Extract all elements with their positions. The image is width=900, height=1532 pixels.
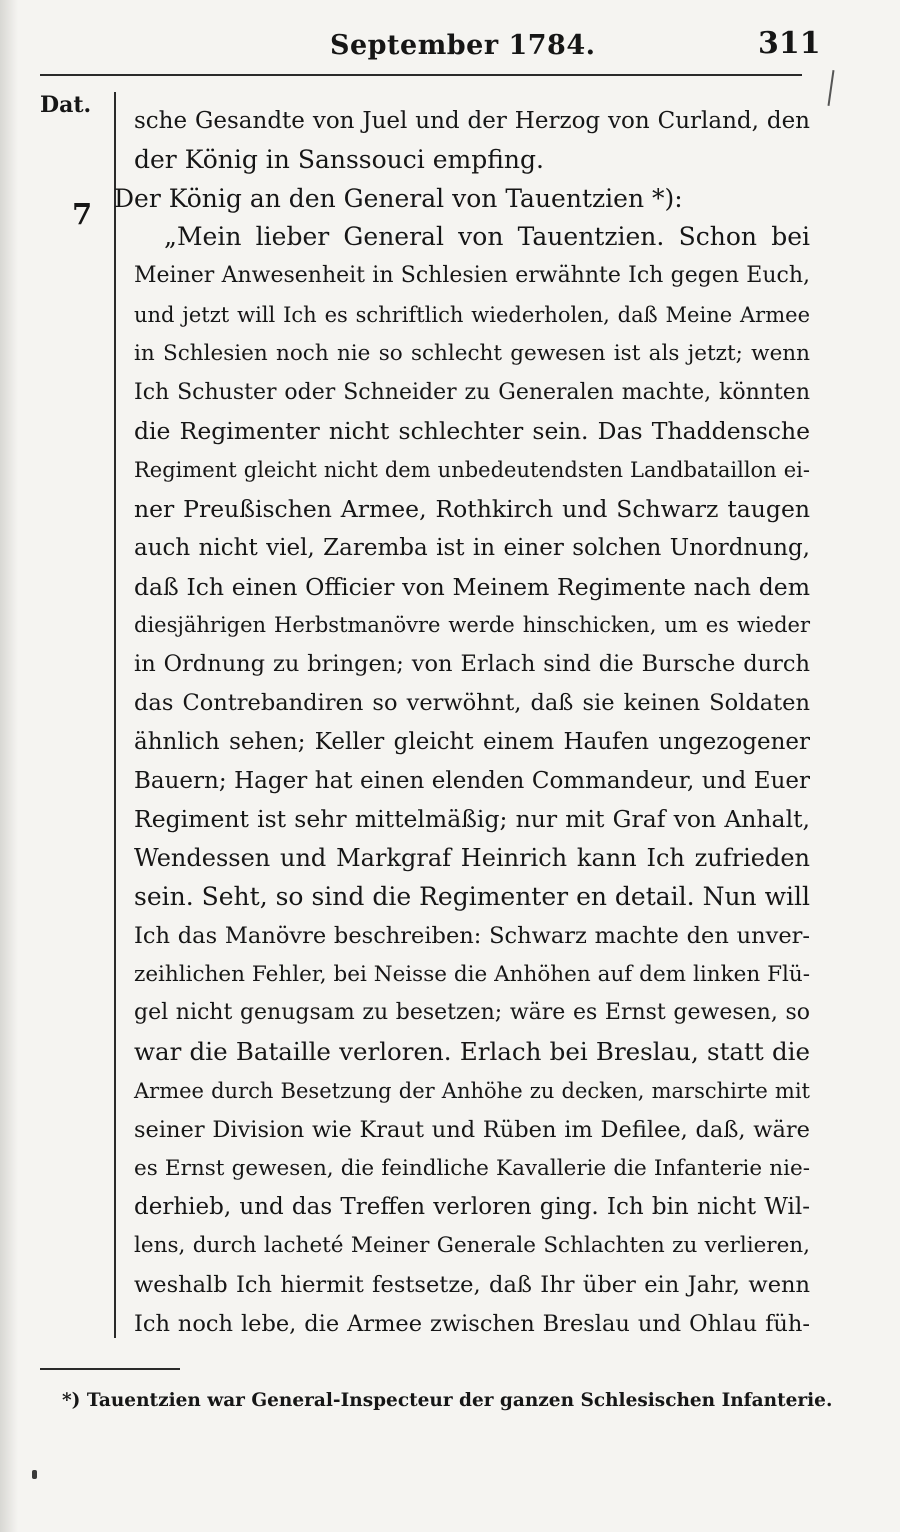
text-line: ner Preußischen Armee, Rothkirch und Schwarz taugen — [134, 494, 810, 523]
text-line: es Ernst gewesen, die feindliche Kavallerie die Infanterie nie- — [134, 1155, 810, 1181]
text-line: derhieb, und das Treffen verloren ging. Ich bin nicht Wil- — [134, 1194, 810, 1221]
page-gutter-shadow — [0, 0, 18, 1532]
text-line: Wendessen und Markgraf Heinrich kann Ich zufrieden — [134, 844, 810, 873]
text-line: Regiment ist sehr mittelmäßig; nur mit Graf von Anhalt, — [134, 805, 810, 834]
text-line: und jetzt will Ich es schriftlich wiederholen, daß Meine Armee — [134, 302, 810, 327]
text-line: Ich Schuster oder Schneider zu Generalen machte, könnten — [134, 379, 810, 405]
text-line: zeihlichen Fehler, bei Neisse die Anhöhen auf dem linken Flü- — [134, 961, 810, 987]
text-line: gel nicht genugsam zu besetzen; wäre es Ernst gewesen, so — [134, 1000, 810, 1026]
text-line: sche Gesandte von Juel und der Herzog von Curland, den — [134, 108, 810, 134]
text-line: Ich noch lebe, die Armee zwischen Breslau und Ohlau füh- — [134, 1310, 810, 1337]
text-line: der König in Sanssouci empfing. — [134, 144, 544, 174]
text-line: daß Ich einen Officier von Meinem Regimente nach dem — [134, 572, 810, 601]
text-line: seiner Division wie Kraut und Rüben im Defilee, daß, wäre — [134, 1116, 810, 1143]
text-line: Armee durch Besetzung der Anhöhe zu decken, marschirte mit — [134, 1078, 810, 1103]
running-title: September 1784. — [330, 30, 596, 61]
text-line: weshalb Ich hiermit festsetze, daß Ihr über ein Jahr, wenn — [134, 1271, 810, 1298]
date-marker: 7 — [72, 197, 93, 231]
text-line: auch nicht viel, Zaremba ist in einer solchen Unordnung, — [134, 534, 810, 561]
body-text — [114, 102, 810, 1344]
text-line: in Schlesien noch nie so schlecht gewesen ist als jetzt; wenn — [134, 340, 810, 366]
text-line: in Ordnung zu bringen; von Erlach sind die Bursche durch — [134, 651, 810, 678]
text-line: sein. Seht, so sind die Regimenter en detail. Nun will — [134, 881, 810, 911]
text-line: Ich das Manövre beschreiben: Schwarz machte den unver- — [134, 922, 810, 949]
ink-speck — [32, 1470, 37, 1479]
text-line: das Contrebandiren so verwöhnt, daß sie keinen Soldaten — [134, 689, 810, 716]
text-line: ähnlich sehen; Keller gleicht einem Haufen ungezogener — [134, 728, 810, 755]
page-number: 311 — [758, 26, 821, 61]
date-column-label: Dat. — [40, 92, 92, 118]
footnote: *) Tauentzien war General-Inspecteur der ganzen Schlesischen Infanterie. — [62, 1390, 833, 1411]
margin-rule — [114, 92, 116, 1338]
text-line: Meiner Anwesenheit in Schlesien erwähnte Ich gegen Euch, — [134, 263, 810, 289]
text-line: „Mein lieber General von Tauentzien. Schon bei — [164, 222, 810, 252]
text-line: Bauern; Hager hat einen elenden Commandeur, und Euer — [134, 767, 810, 794]
footnote-rule — [40, 1368, 180, 1370]
text-line: die Regimenter nicht schlechter sein. Das Thaddensche — [134, 417, 810, 446]
margin-pen-mark — [828, 70, 835, 106]
text-line: Der König an den General von Tauentzien *): — [114, 183, 683, 213]
text-line: diesjährigen Herbstmanövre werde hinschicken, um es wieder — [134, 613, 810, 638]
text-line: Regiment gleicht nicht dem unbedeutendsten Landbataillon ei- — [134, 458, 810, 483]
text-line: war die Bataille verloren. Erlach bei Breslau, statt die — [134, 1037, 810, 1067]
text-line: lens, durch lacheté Meiner Generale Schlachten zu verlieren, — [134, 1233, 810, 1259]
header-rule — [40, 74, 802, 76]
